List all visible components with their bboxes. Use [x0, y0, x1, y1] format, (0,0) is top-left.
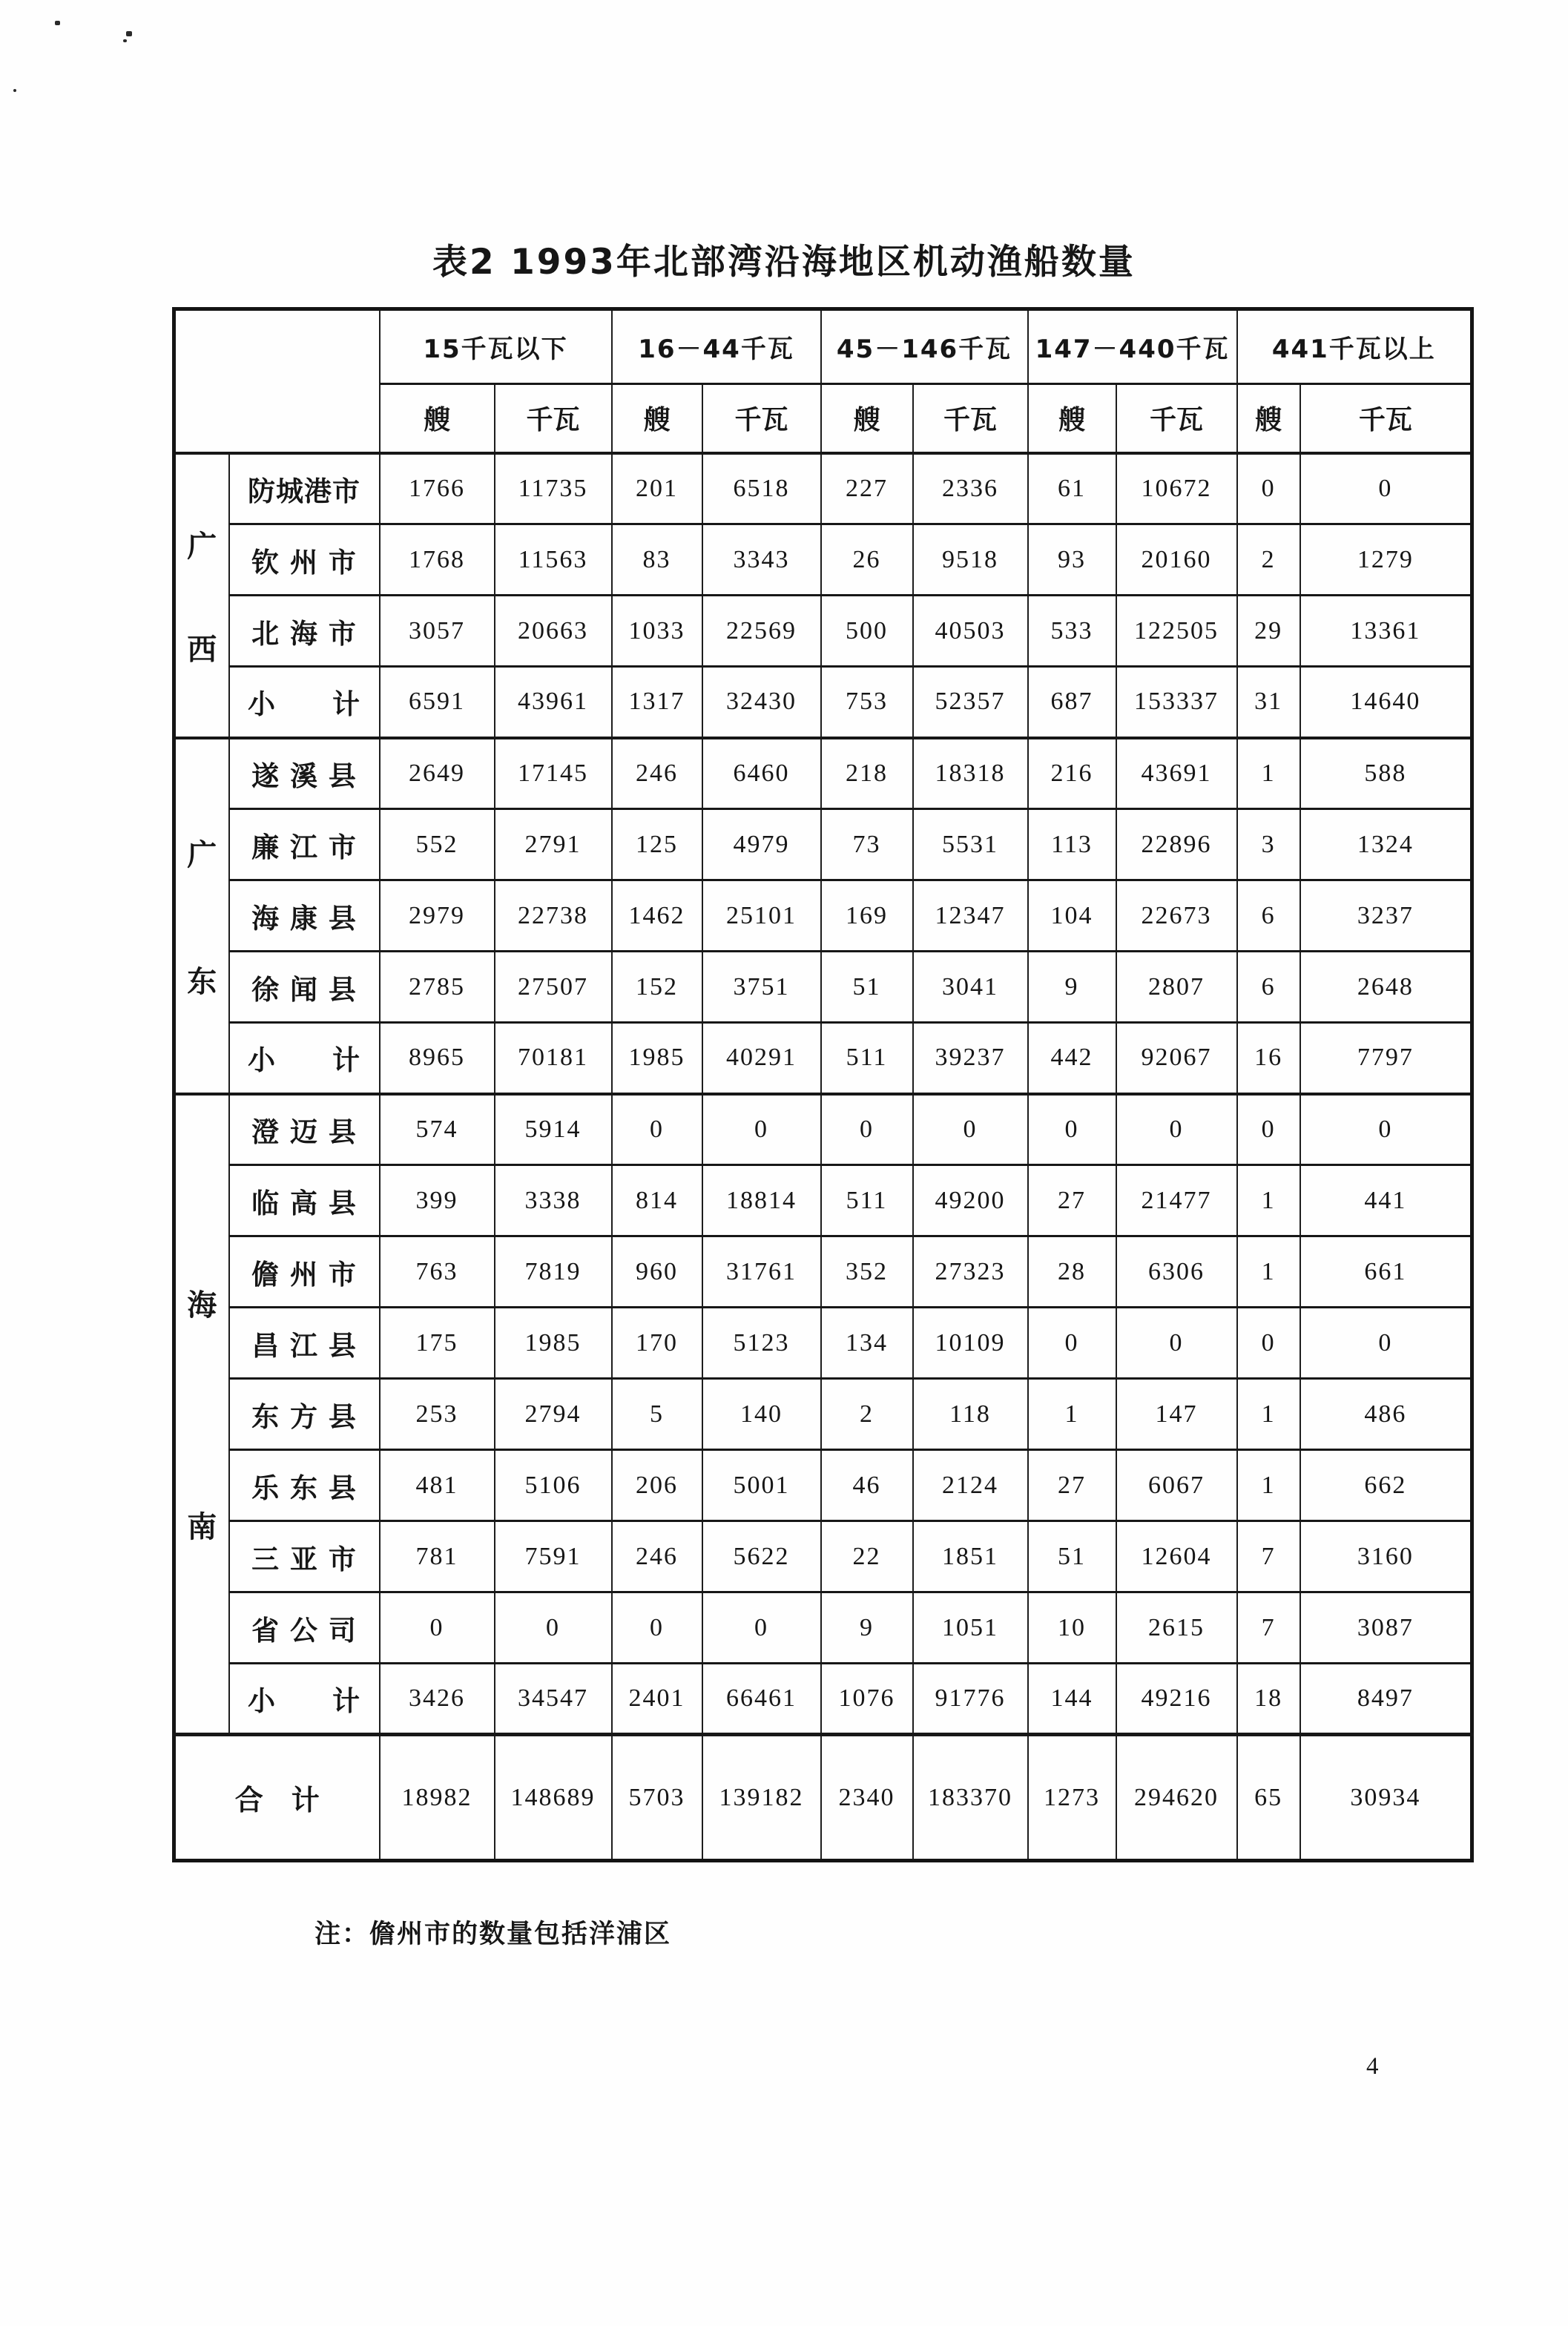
vessel-count-cell: 61	[1028, 453, 1116, 524]
fishing-vessel-table	[172, 307, 1474, 1862]
vessel-count-cell: 125	[612, 809, 702, 880]
vessel-count-cell: 1	[1237, 1379, 1300, 1450]
kilowatt-cell: 66461	[702, 1664, 821, 1735]
vessel-count-cell: 175	[380, 1308, 495, 1379]
vessel-count-cell: 399	[380, 1165, 495, 1236]
vessel-count-cell: 2649	[380, 738, 495, 809]
kilowatt-cell: 5622	[702, 1521, 821, 1592]
table-row	[174, 880, 1472, 952]
vessel-count-cell: 2	[1237, 524, 1300, 596]
vessel-count-cell: 960	[612, 1236, 702, 1308]
vessel-count-cell: 16	[1237, 1023, 1300, 1094]
kilowatt-cell: 0	[702, 1094, 821, 1165]
kilowatt-cell: 30934	[1300, 1735, 1472, 1861]
kilowatt-cell: 4979	[702, 809, 821, 880]
province-character: 海	[187, 1288, 217, 1323]
kilowatt-cell: 3343	[702, 524, 821, 596]
col-group-header-4: 441千瓦以上	[1237, 309, 1472, 384]
vessel-count-cell: 511	[821, 1165, 913, 1236]
kilowatt-cell: 1324	[1300, 809, 1472, 880]
kilowatt-cell: 43961	[495, 667, 612, 738]
kilowatt-cell: 14640	[1300, 667, 1472, 738]
vessel-count-cell: 22	[821, 1521, 913, 1592]
vessel-count-cell: 170	[612, 1308, 702, 1379]
kilowatt-cell: 10672	[1116, 453, 1237, 524]
vessel-count-cell: 246	[612, 738, 702, 809]
vessel-count-cell: 7	[1237, 1592, 1300, 1664]
kilowatt-cell: 1985	[495, 1308, 612, 1379]
row-label: 澄 迈 县	[229, 1094, 380, 1165]
kilowatt-cell: 183370	[913, 1735, 1028, 1861]
kilowatt-cell: 0	[1300, 1308, 1472, 1379]
kilowatt-cell: 27323	[913, 1236, 1028, 1308]
province-label	[174, 453, 229, 738]
kilowatt-cell: 25101	[702, 880, 821, 952]
col-group-header-1: 16－44千瓦	[612, 309, 821, 384]
vessel-count-cell: 10	[1028, 1592, 1116, 1664]
kilowatt-cell: 122505	[1116, 596, 1237, 667]
vessel-count-cell: 6591	[380, 667, 495, 738]
table-row	[174, 1094, 1472, 1165]
kilowatt-cell: 0	[1116, 1308, 1237, 1379]
kilowatt-cell: 0	[1116, 1094, 1237, 1165]
scan-speck	[55, 21, 60, 25]
unit-header-vessels: 艘	[821, 384, 913, 453]
table-body	[174, 453, 1472, 1861]
kilowatt-cell: 486	[1300, 1379, 1472, 1450]
vessel-count-cell: 5	[612, 1379, 702, 1450]
scan-speck	[123, 39, 127, 42]
kilowatt-cell: 32430	[702, 667, 821, 738]
subtotal-row	[174, 667, 1472, 738]
page-number: 4	[1366, 2053, 1379, 2080]
table-row	[174, 524, 1472, 596]
kilowatt-cell: 3160	[1300, 1521, 1472, 1592]
vessel-count-cell: 0	[1028, 1308, 1116, 1379]
kilowatt-cell: 17145	[495, 738, 612, 809]
row-label: 海 康 县	[229, 880, 380, 952]
kilowatt-cell: 147	[1116, 1379, 1237, 1450]
kilowatt-cell: 0	[495, 1592, 612, 1664]
kilowatt-cell: 2794	[495, 1379, 612, 1450]
page-title: 表2 1993年北部湾沿海地区机动渔船数量	[432, 242, 1136, 283]
kilowatt-cell: 0	[913, 1094, 1028, 1165]
row-label: 省 公 司	[229, 1592, 380, 1664]
kilowatt-cell: 7797	[1300, 1023, 1472, 1094]
vessel-count-cell: 511	[821, 1023, 913, 1094]
col-group-header-0: 15千瓦以下	[380, 309, 612, 384]
kilowatt-cell: 9518	[913, 524, 1028, 596]
kilowatt-cell: 34547	[495, 1664, 612, 1735]
province-label	[174, 738, 229, 1094]
vessel-count-cell: 500	[821, 596, 913, 667]
vessel-count-cell: 83	[612, 524, 702, 596]
unit-header-vessels: 艘	[1028, 384, 1116, 453]
kilowatt-cell: 21477	[1116, 1165, 1237, 1236]
row-label: 东 方 县	[229, 1379, 380, 1450]
vessel-count-cell: 27	[1028, 1450, 1116, 1521]
vessel-count-cell: 9	[821, 1592, 913, 1664]
row-label: 北 海 市	[229, 596, 380, 667]
vessel-count-cell: 0	[821, 1094, 913, 1165]
subtotal-row	[174, 1664, 1472, 1735]
kilowatt-cell: 92067	[1116, 1023, 1237, 1094]
province-character: 广	[187, 529, 217, 564]
vessel-count-cell: 2340	[821, 1735, 913, 1861]
kilowatt-cell: 3751	[702, 952, 821, 1023]
vessel-count-cell: 206	[612, 1450, 702, 1521]
vessel-count-cell: 753	[821, 667, 913, 738]
vessel-count-cell: 6	[1237, 880, 1300, 952]
vessel-count-cell: 1	[1237, 1236, 1300, 1308]
vessel-count-cell: 9	[1028, 952, 1116, 1023]
kilowatt-cell: 13361	[1300, 596, 1472, 667]
row-label: 遂 溪 县	[229, 738, 380, 809]
kilowatt-cell: 49200	[913, 1165, 1028, 1236]
unit-header-kilowatts: 千瓦	[913, 384, 1028, 453]
vessel-count-cell: 246	[612, 1521, 702, 1592]
vessel-count-cell: 218	[821, 738, 913, 809]
kilowatt-cell: 3338	[495, 1165, 612, 1236]
vessel-count-cell: 3426	[380, 1664, 495, 1735]
kilowatt-cell: 294620	[1116, 1735, 1237, 1861]
kilowatt-cell: 148689	[495, 1735, 612, 1861]
province-character: 东	[187, 964, 217, 999]
vessel-count-cell: 169	[821, 880, 913, 952]
vessel-count-cell: 2979	[380, 880, 495, 952]
vessel-count-cell: 0	[1237, 1308, 1300, 1379]
vessel-count-cell: 18982	[380, 1735, 495, 1861]
vessel-count-cell: 763	[380, 1236, 495, 1308]
vessel-count-cell: 1076	[821, 1664, 913, 1735]
vessel-count-cell: 552	[380, 809, 495, 880]
kilowatt-cell: 1279	[1300, 524, 1472, 596]
scan-speck	[13, 89, 16, 92]
table-row	[174, 1165, 1472, 1236]
vessel-count-cell: 2785	[380, 952, 495, 1023]
vessel-count-cell: 533	[1028, 596, 1116, 667]
vessel-count-cell: 65	[1237, 1735, 1300, 1861]
col-group-header-2: 45－146千瓦	[821, 309, 1028, 384]
vessel-count-cell: 27	[1028, 1165, 1116, 1236]
kilowatt-cell: 7819	[495, 1236, 612, 1308]
kilowatt-cell: 0	[702, 1592, 821, 1664]
kilowatt-cell: 2124	[913, 1450, 1028, 1521]
kilowatt-cell: 2615	[1116, 1592, 1237, 1664]
kilowatt-cell: 118	[913, 1379, 1028, 1450]
vessel-count-cell: 51	[1028, 1521, 1116, 1592]
kilowatt-cell: 43691	[1116, 738, 1237, 809]
kilowatt-cell: 5106	[495, 1450, 612, 1521]
kilowatt-cell: 2336	[913, 453, 1028, 524]
province-label-stack	[176, 747, 228, 1085]
vessel-count-cell: 201	[612, 453, 702, 524]
vessel-count-cell: 152	[612, 952, 702, 1023]
unit-header-vessels: 艘	[612, 384, 702, 453]
grand-total-label: 合 计	[174, 1735, 380, 1861]
province-character: 南	[187, 1510, 217, 1545]
province-character: 广	[187, 837, 217, 872]
vessel-count-cell: 113	[1028, 809, 1116, 880]
vessel-count-cell: 1	[1028, 1379, 1116, 1450]
table-row	[174, 453, 1472, 524]
vessel-count-cell: 1	[1237, 738, 1300, 809]
kilowatt-cell: 5914	[495, 1094, 612, 1165]
kilowatt-cell: 22673	[1116, 880, 1237, 952]
vessel-count-cell: 18	[1237, 1664, 1300, 1735]
province-character: 西	[187, 632, 217, 667]
kilowatt-cell: 0	[1300, 1094, 1472, 1165]
row-label: 防城港市	[229, 453, 380, 524]
kilowatt-cell: 6306	[1116, 1236, 1237, 1308]
vessel-count-cell: 1985	[612, 1023, 702, 1094]
kilowatt-cell: 18814	[702, 1165, 821, 1236]
kilowatt-cell: 3041	[913, 952, 1028, 1023]
row-label: 廉 江 市	[229, 809, 380, 880]
vessel-count-cell: 1462	[612, 880, 702, 952]
kilowatt-cell: 18318	[913, 738, 1028, 809]
table-header	[174, 309, 1472, 453]
kilowatt-cell: 11735	[495, 453, 612, 524]
vessel-count-cell: 1768	[380, 524, 495, 596]
kilowatt-cell: 2807	[1116, 952, 1237, 1023]
unit-header-vessels: 艘	[1237, 384, 1300, 453]
table-row	[174, 738, 1472, 809]
kilowatt-cell: 661	[1300, 1236, 1472, 1308]
vessel-count-cell: 1	[1237, 1450, 1300, 1521]
vessel-count-cell: 227	[821, 453, 913, 524]
table-row	[174, 809, 1472, 880]
vessel-count-cell: 31	[1237, 667, 1300, 738]
footnote: 注：儋州市的数量包括洋浦区	[314, 1920, 672, 1949]
row-label: 小 计	[229, 1664, 380, 1735]
kilowatt-cell: 7591	[495, 1521, 612, 1592]
kilowatt-cell: 140	[702, 1379, 821, 1450]
unit-header-vessels: 艘	[380, 384, 495, 453]
kilowatt-cell: 8497	[1300, 1664, 1472, 1735]
kilowatt-cell: 12347	[913, 880, 1028, 952]
vessel-count-cell: 1	[1237, 1165, 1300, 1236]
table-row	[174, 1450, 1472, 1521]
table-row	[174, 1308, 1472, 1379]
unit-header-kilowatts: 千瓦	[1300, 384, 1472, 453]
subtotal-row	[174, 1023, 1472, 1094]
vessel-count-cell: 253	[380, 1379, 495, 1450]
table-row	[174, 1236, 1472, 1308]
kilowatt-cell: 5001	[702, 1450, 821, 1521]
header-row-power-classes	[174, 309, 1472, 384]
province-label	[174, 1094, 229, 1735]
unit-header-kilowatts: 千瓦	[1116, 384, 1237, 453]
kilowatt-cell: 22896	[1116, 809, 1237, 880]
vessel-count-cell: 574	[380, 1094, 495, 1165]
vessel-count-cell: 144	[1028, 1664, 1116, 1735]
row-label: 临 高 县	[229, 1165, 380, 1236]
kilowatt-cell: 40291	[702, 1023, 821, 1094]
table-row	[174, 596, 1472, 667]
kilowatt-cell: 441	[1300, 1165, 1472, 1236]
vessel-count-cell: 1033	[612, 596, 702, 667]
row-label: 徐 闻 县	[229, 952, 380, 1023]
vessel-count-cell: 26	[821, 524, 913, 596]
kilowatt-cell: 6460	[702, 738, 821, 809]
vessel-count-cell: 781	[380, 1521, 495, 1592]
vessel-count-cell: 1273	[1028, 1735, 1116, 1861]
kilowatt-cell: 20663	[495, 596, 612, 667]
kilowatt-cell: 5123	[702, 1308, 821, 1379]
kilowatt-cell: 139182	[702, 1735, 821, 1861]
kilowatt-cell: 0	[1300, 453, 1472, 524]
corner-cell	[174, 309, 380, 453]
kilowatt-cell: 10109	[913, 1308, 1028, 1379]
kilowatt-cell: 49216	[1116, 1664, 1237, 1735]
vessel-count-cell: 51	[821, 952, 913, 1023]
table-row	[174, 1521, 1472, 1592]
kilowatt-cell: 12604	[1116, 1521, 1237, 1592]
row-label: 儋 州 市	[229, 1236, 380, 1308]
province-label-stack	[176, 462, 228, 729]
kilowatt-cell: 52357	[913, 667, 1028, 738]
vessel-count-cell: 352	[821, 1236, 913, 1308]
vessel-count-cell: 3	[1237, 809, 1300, 880]
vessel-count-cell: 5703	[612, 1735, 702, 1861]
kilowatt-cell: 22569	[702, 596, 821, 667]
kilowatt-cell: 153337	[1116, 667, 1237, 738]
vessel-count-cell: 73	[821, 809, 913, 880]
vessel-count-cell: 0	[612, 1592, 702, 1664]
col-group-header-3: 147－440千瓦	[1028, 309, 1237, 384]
vessel-count-cell: 0	[1028, 1094, 1116, 1165]
province-label-stack	[176, 1102, 228, 1725]
vessel-count-cell: 0	[1237, 453, 1300, 524]
vessel-count-cell: 46	[821, 1450, 913, 1521]
kilowatt-cell: 2648	[1300, 952, 1472, 1023]
vessel-count-cell: 8965	[380, 1023, 495, 1094]
vessel-count-cell: 2	[821, 1379, 913, 1450]
table-row	[174, 1592, 1472, 1664]
kilowatt-cell: 40503	[913, 596, 1028, 667]
unit-header-kilowatts: 千瓦	[702, 384, 821, 453]
vessel-count-cell: 28	[1028, 1236, 1116, 1308]
vessel-count-cell: 3057	[380, 596, 495, 667]
vessel-count-cell: 93	[1028, 524, 1116, 596]
row-label: 钦 州 市	[229, 524, 380, 596]
row-label: 昌 江 县	[229, 1308, 380, 1379]
vessel-count-cell: 0	[612, 1094, 702, 1165]
kilowatt-cell: 31761	[702, 1236, 821, 1308]
vessel-count-cell: 2401	[612, 1664, 702, 1735]
kilowatt-cell: 1851	[913, 1521, 1028, 1592]
unit-header-kilowatts: 千瓦	[495, 384, 612, 453]
kilowatt-cell: 6518	[702, 453, 821, 524]
vessel-count-cell: 442	[1028, 1023, 1116, 1094]
kilowatt-cell: 3087	[1300, 1592, 1472, 1664]
vessel-count-cell: 1766	[380, 453, 495, 524]
row-label: 乐 东 县	[229, 1450, 380, 1521]
kilowatt-cell: 662	[1300, 1450, 1472, 1521]
kilowatt-cell: 91776	[913, 1664, 1028, 1735]
vessel-count-cell: 7	[1237, 1521, 1300, 1592]
kilowatt-cell: 1051	[913, 1592, 1028, 1664]
kilowatt-cell: 2791	[495, 809, 612, 880]
vessel-count-cell: 687	[1028, 667, 1116, 738]
row-label: 小 计	[229, 1023, 380, 1094]
vessel-count-cell: 216	[1028, 738, 1116, 809]
vessel-count-cell: 0	[1237, 1094, 1300, 1165]
kilowatt-cell: 588	[1300, 738, 1472, 809]
kilowatt-cell: 27507	[495, 952, 612, 1023]
kilowatt-cell: 3237	[1300, 880, 1472, 952]
table-row	[174, 1379, 1472, 1450]
vessel-count-cell: 1317	[612, 667, 702, 738]
table-row	[174, 952, 1472, 1023]
vessel-count-cell: 814	[612, 1165, 702, 1236]
kilowatt-cell: 5531	[913, 809, 1028, 880]
vessel-count-cell: 6	[1237, 952, 1300, 1023]
kilowatt-cell: 22738	[495, 880, 612, 952]
vessel-count-cell: 0	[380, 1592, 495, 1664]
kilowatt-cell: 11563	[495, 524, 612, 596]
vessel-count-cell: 134	[821, 1308, 913, 1379]
kilowatt-cell: 20160	[1116, 524, 1237, 596]
vessel-count-cell: 104	[1028, 880, 1116, 952]
grand-total-row	[174, 1735, 1472, 1861]
vessel-count-cell: 481	[380, 1450, 495, 1521]
kilowatt-cell: 6067	[1116, 1450, 1237, 1521]
row-label: 小 计	[229, 667, 380, 738]
kilowatt-cell: 39237	[913, 1023, 1028, 1094]
scan-speck	[126, 31, 132, 36]
row-label: 三 亚 市	[229, 1521, 380, 1592]
vessel-count-cell: 29	[1237, 596, 1300, 667]
kilowatt-cell: 70181	[495, 1023, 612, 1094]
